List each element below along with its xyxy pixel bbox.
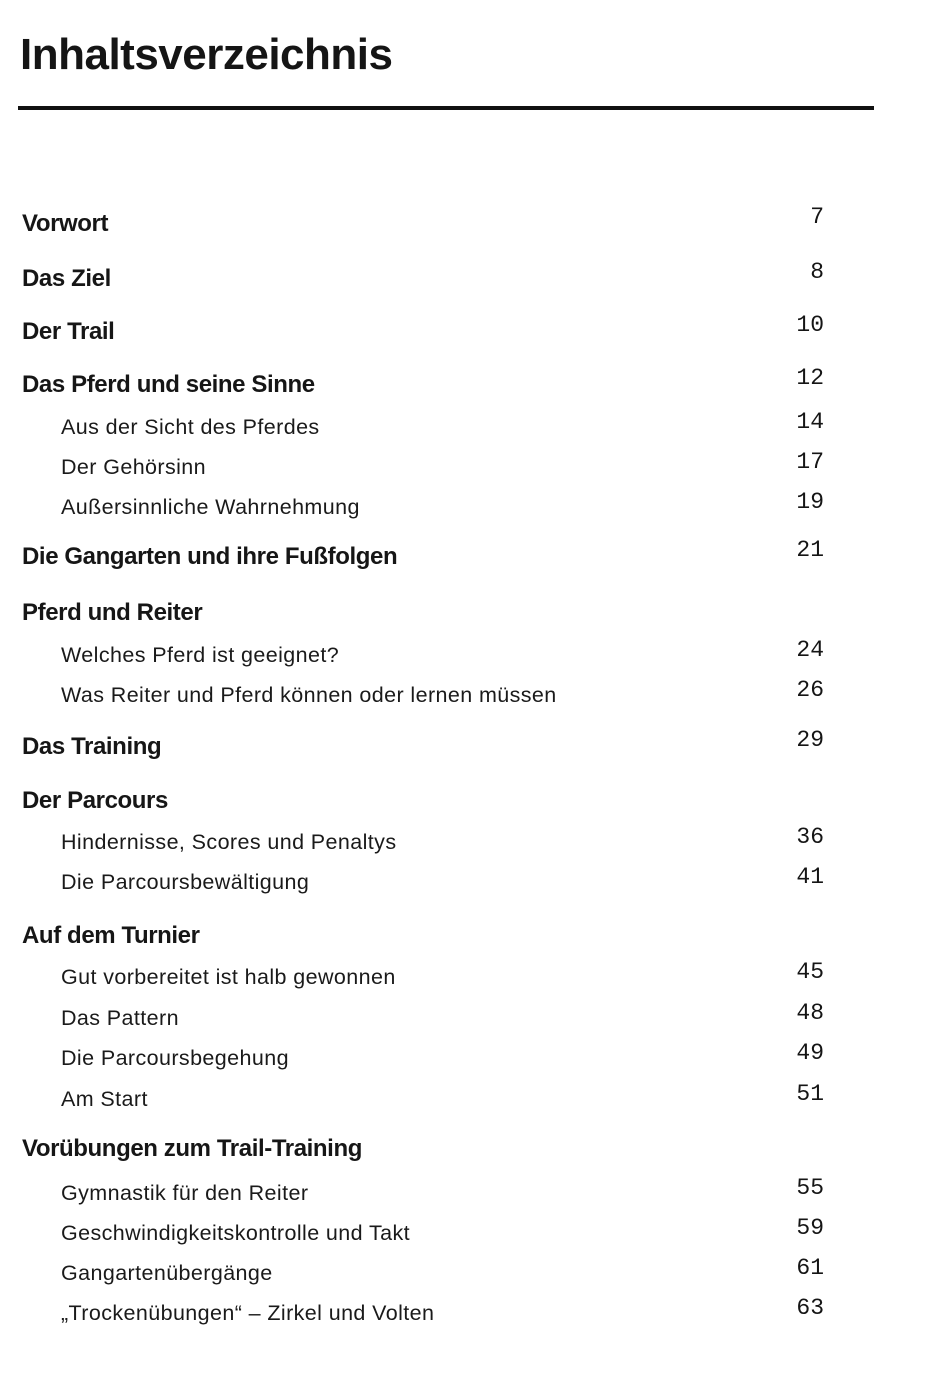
toc-page-number: 48 [796,1000,824,1026]
toc-subentry [0,677,944,713]
toc-subentry [0,637,944,673]
toc-page-number: 19 [796,489,824,515]
toc-entry-title: Hindernisse, Scores und Penaltys [61,830,397,854]
toc-entry-title: Geschwindigkeitskontrolle und Takt [61,1221,411,1245]
toc-chapter [0,312,944,348]
toc-entry-title: Vorwort [22,210,109,237]
toc-chapter [0,787,944,817]
toc-page-number: 59 [796,1215,824,1241]
toc-subentry [0,1215,944,1251]
toc-page-number: 12 [796,365,824,391]
toc-entry-title: Gymnastik für den Reiter [61,1181,309,1205]
toc-subentry [0,1175,944,1211]
toc-entry-title: Außersinnliche Wahrnehmung [61,495,360,519]
toc-subentry [0,1255,944,1291]
toc-page-number: 7 [810,204,824,230]
toc-page-number: 51 [796,1081,824,1107]
toc-page-number: 26 [796,677,824,703]
toc-page-number: 24 [796,637,824,663]
toc-entry-title: Die Gangarten und ihre Fußfolgen [22,543,398,570]
toc-subentry [0,1081,944,1117]
toc-entry-title: Vorübungen zum Trail-Training [22,1135,362,1162]
toc-entry-title: Das Pferd und seine Sinne [22,371,315,398]
toc-entry-title: Die Parcoursbegehung [61,1046,289,1070]
toc-entry-title: Das Ziel [22,265,111,292]
toc-entry-title: Am Start [61,1087,148,1111]
toc-subentry [0,1040,944,1076]
toc-chapter [0,204,944,240]
toc-subentry [0,449,944,485]
toc-page-number: 41 [796,864,824,890]
toc-page-number: 45 [796,959,824,985]
toc-chapter [0,727,944,763]
toc-subentry [0,959,944,995]
toc-entry-title: Das Training [22,733,162,760]
toc-entry-title: Gut vorbereitet ist halb gewonnen [61,965,396,989]
toc-chapter [0,259,944,295]
toc-entry-title: Auf dem Turnier [22,922,200,949]
toc-entry-title: Der Trail [22,318,115,345]
toc-subentry [0,1000,944,1036]
toc-entry-title: „Trockenübungen“ – Zirkel und Volten [61,1301,435,1325]
page-title: Inhaltsverzeichnis [20,30,393,79]
toc-entry-title: Das Pattern [61,1006,179,1030]
toc-page-number: 63 [796,1295,824,1321]
toc-chapter [0,365,944,401]
toc-page-number: 10 [796,312,824,338]
toc-chapter [0,537,944,573]
toc-entry-title: Was Reiter und Pferd können oder lernen müssen [61,683,557,707]
toc-page-number: 21 [796,537,824,563]
toc-subentry [0,409,944,445]
toc-chapter [0,599,944,629]
toc-subentry [0,824,944,860]
toc-page-number: 61 [796,1255,824,1281]
toc-entry-title: Welches Pferd ist geeignet? [61,643,340,667]
toc-subentry [0,864,944,900]
toc-entry-title: Die Parcoursbewältigung [61,870,310,894]
toc-subentry [0,1295,944,1331]
toc-entry-title: Pferd und Reiter [22,599,203,626]
toc-page-number: 49 [796,1040,824,1066]
toc-entry-title: Gangartenübergänge [61,1261,273,1285]
toc-entry-title: Der Gehörsinn [61,455,207,479]
toc-chapter [0,922,944,952]
toc-chapter [0,1135,944,1165]
toc-subentry [0,489,944,525]
toc-page-number: 29 [796,727,824,753]
toc-page-number: 55 [796,1175,824,1201]
toc-entry-title: Der Parcours [22,787,168,814]
toc-page-number: 8 [810,259,824,285]
toc-page-number: 36 [796,824,824,850]
toc-entry-title: Aus der Sicht des Pferdes [61,415,320,439]
toc-page-number: 17 [796,449,824,475]
toc-page-number: 14 [796,409,824,435]
